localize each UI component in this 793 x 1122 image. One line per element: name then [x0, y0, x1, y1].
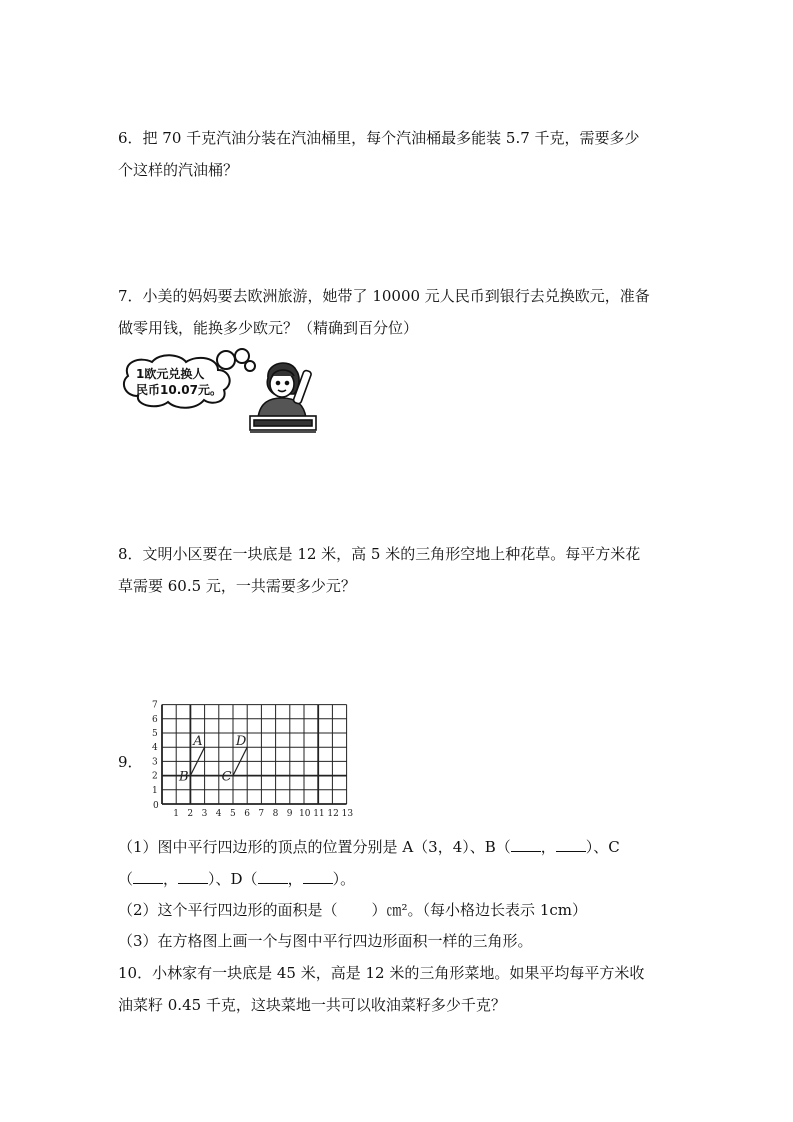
- q9-number: 9．: [118, 753, 143, 771]
- q9-sub1-text-a: （1）图中平行四边形的顶点的位置分别是 A（3，4）、B（: [118, 838, 511, 856]
- answer-blank-b-y[interactable]: [556, 837, 586, 852]
- q8-line2: 草需要 60.5 元，一共需要多少元？: [118, 577, 356, 595]
- x-tick-label: 13: [341, 809, 354, 819]
- q6-line2: 个这样的汽油桶？: [118, 161, 239, 179]
- q9-sub1-c-open: （: [118, 870, 134, 888]
- answer-blank-b-x[interactable]: [511, 837, 541, 852]
- x-tick-label: 0: [153, 801, 159, 811]
- y-tick-label: 4: [152, 743, 158, 754]
- coordinate-grid: [146, 700, 356, 820]
- x-tick-label: 6: [244, 809, 250, 819]
- x-tick-label: 7: [258, 809, 265, 819]
- q9-sub1-comma: ，: [540, 838, 556, 856]
- answer-blank-c-x[interactable]: [133, 869, 163, 884]
- answer-blank-c-y[interactable]: [178, 869, 208, 884]
- x-tick-label: 12: [327, 809, 339, 819]
- x-tick-label: 9: [286, 809, 293, 819]
- q9-sub2: [118, 900, 587, 920]
- point-label-d: D: [235, 734, 247, 750]
- q7-line1: 7．小美的妈妈要去欧洲旅游，她带了 10000 元人民币到银行去兑换欧元，准备: [118, 287, 650, 305]
- q9-sub2-text-b: ）㎝²。（每小格边长表示 1cm）: [371, 901, 587, 919]
- q6-line1: 6．把 70 千克汽油分装在汽油桶里，每个汽油桶最多能装 5.7 千克，需要多少: [118, 129, 640, 147]
- answer-blank-d-x[interactable]: [258, 869, 288, 884]
- y-tick-label: 5: [152, 729, 158, 739]
- q9-sub1-line1: [118, 837, 620, 857]
- q7-line2: 做零用钱，能换多少欧元？（精确到百分位）: [118, 319, 419, 337]
- bank-clerk-icon: [250, 363, 316, 432]
- y-tick-label: 2: [152, 771, 158, 782]
- x-tick-label: 11: [313, 809, 325, 819]
- q9-sub1-comma-d: ，: [287, 870, 303, 888]
- q9-sub1-d-close: ）。: [332, 870, 356, 888]
- q9-sub1-comma-c: ，: [163, 870, 179, 888]
- answer-blank-d-y[interactable]: [303, 869, 333, 884]
- bubble-line1: 1欧元兑换人: [136, 367, 205, 381]
- bubble-line2: 民币10.07元。: [136, 383, 222, 397]
- q9-sub3: （3）在方格图上画一个与图中平行四边形面积一样的三角形。: [118, 932, 533, 950]
- x-tick-label: 1: [173, 809, 179, 819]
- exchange-rate-illustration: [118, 348, 328, 436]
- x-tick-label: 3: [201, 809, 208, 819]
- x-tick-label: 4: [215, 809, 222, 819]
- point-label-a: A: [193, 734, 203, 750]
- q9-sub1-line2: [118, 869, 355, 889]
- x-tick-label: 10: [299, 809, 311, 819]
- x-tick-label: 2: [187, 809, 194, 819]
- y-tick-label: 3: [152, 757, 158, 768]
- y-tick-label: 7: [152, 700, 158, 711]
- x-tick-label: 5: [230, 809, 236, 819]
- y-tick-label: 1: [152, 785, 158, 796]
- q10-line2: 油菜籽 0.45 千克，这块菜地一共可以收油菜籽多少千克？: [118, 996, 506, 1014]
- q8-line1: 8．文明小区要在一块底是 12 米，高 5 米的三角形空地上种花草。每平方米花: [118, 545, 641, 563]
- q9-sub1-text-b: ）、C: [585, 838, 620, 856]
- point-label-b: B: [179, 769, 189, 785]
- y-tick-label: 6: [152, 714, 158, 725]
- q10-line1: 10．小林家有一块底是 45 米，高是 12 米的三角形菜地。如果平均每平方米收: [118, 964, 645, 982]
- x-tick-label: 8: [272, 809, 279, 819]
- q9-sub1-c-close: ）、D（: [208, 870, 258, 888]
- q9-sub2-text-a: （2）这个平行四边形的面积是（: [118, 901, 338, 919]
- point-label-c: C: [221, 769, 232, 785]
